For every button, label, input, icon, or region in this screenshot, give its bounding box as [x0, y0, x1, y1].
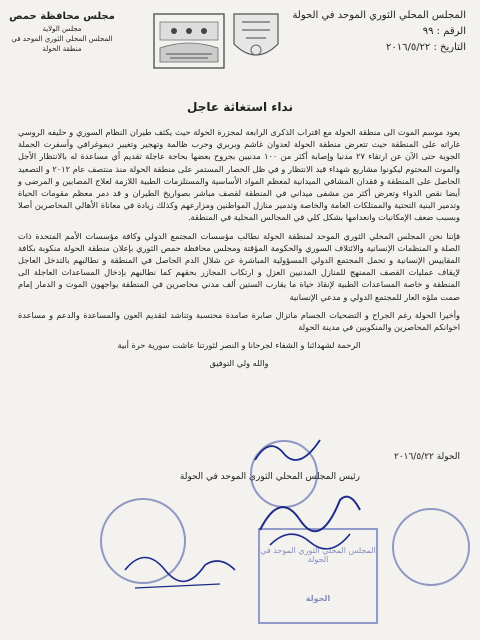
left-org-line2: مجلس الولاية [42, 25, 82, 33]
left-org-line3: المجلس المحلي الثوري الموحد في منطقة الحولة [11, 35, 113, 53]
letter-body [18, 126, 460, 376]
stamp-text: المجلس المحلي الثوري الموحد في الحولة [260, 546, 376, 564]
handwritten-signature-3 [250, 430, 330, 470]
signature-title: رئيس المجلس المحلي الثوري الموحد في الحولة [179, 472, 360, 482]
handwritten-signature [250, 470, 370, 560]
document-header [292, 8, 466, 56]
council-emblem-logo [150, 8, 228, 74]
closing-phrase: والله ولي التوفيق [209, 358, 269, 369]
org-name: المجلس المحلي الثوري الموحد في الحولة [292, 10, 466, 21]
left-header [6, 10, 118, 54]
stamp-lower-text: الحولة [305, 594, 331, 603]
reference-number: الرقم : ٩٩ [422, 26, 466, 37]
council-seal-logo [228, 8, 284, 68]
paragraph-appeal: وأخيرا الحولة رغم الجراح و التضحيات الجسام ماتزال صابرة صامدة محتسبة وتناشد لتقديم العون والمساعدة والدعم و مساعدة اخوانكم المحاصرين والمنكوبين في مدينة الحولة [18, 309, 460, 333]
document-date: التاريخ : ٢٠١٦/٥/٢٢ [385, 42, 466, 53]
paragraph-demands: فإننا نحن المجلس المحلي الثوري الموحد لمنطقة الحولة نطالب مؤسسات المجتمع الدولي وكافة مؤسسات الأمم المتحدة ذات الصلة و المنظمات الإنسانية والائتلاف السوري والحكومة المؤقتة ومجلس محافظة حمص الثوري بإعلان منطقة الحولة منكوبة بكافة المقاييس الإنسانية و تحمل المجتمع الدولي المسؤولية المباشرة عن شلال الدم الحاصل في المنطقة و نطالبهم بالتدخل العاجل لإيقاف عمليات القصف الممنهج للمنازل المدنيين العزل و ارتكاب المجازر بحقهم كما نطالبهم بإدخال المساعدات العاجلة الى المنطقة و خاصة المساعدات الطبية لإنقاذ حياة ما يقارب الستين ألف مدني محاصرين في المنطقة يواجهون الموت و الدمار إمام صمت ملؤه العار للمجتمع الدولي و مدعي الإنسانية [18, 230, 460, 302]
round-stamp-right [392, 508, 470, 586]
paragraph-prayer: الرحمة لشهدائنا و الشفاء لجرحانا و النصر لثورتنا عاشت سورية حرة أبية [117, 340, 361, 351]
document-title: نداء استغاثة عاجل [187, 100, 293, 114]
handwritten-signature-2 [120, 540, 240, 600]
left-org-line1: مجلس محافظة حمص [9, 11, 115, 22]
paragraph-intro: يعود موسم الموت الى منطقة الحولة مع اقتراب الذكرى الرابعة لمجزرة الحولة حيث يكثف طيران النظام السوري و حليفه الروسي غاراته على المنطقة حيث تتعرض منطقة الحولة لعدوان غاشم وبربري وحرب ظالمة وتهجير وتغيير ديموغرافي وأسفرت الحملة الجوية حتى الآن عن ارتقاء ٢٧ مدنيا وإصابة أكثر من ١٠٠ مدنيين بجروح بعضها بحاجة عاجلة تقديم أي مساعدة له بالانتظار الأجل والموت المحتوم ليكونوا مشاريع شهداء قيد الانتظار و في ظل الحصار المستمر على منطقة الحولة منذ منتصف عام ٢٠١٢ و التصعيد الحاصل على المنطقة و فقدان المشافي الميدانية لمعظم المواد الأساسية والمستلزمات الطبية اللازمة لعلاج المصابين و المرضى و أيضا نقص الدواء وتعرض أكثر من مشفى ميداني في المنطقة لقصف مباشر بصواريخ الطيران و قد دمر معظم مقومات الحياة وتدمير البنية التحتية والممتلكات العامة والخاصة وتدمير منازل المواطنين ومزارعهم وكذلك زيادة في معاناة الأهالي المحاصرين أصلا وبسبب ضعف الإمكانيات وانعدامها بشكل كلي في المجالس المحلية في المنطقة. [18, 127, 461, 223]
footer-date: الحولة ٢٠١٦/٥/٢٢ [393, 452, 460, 462]
